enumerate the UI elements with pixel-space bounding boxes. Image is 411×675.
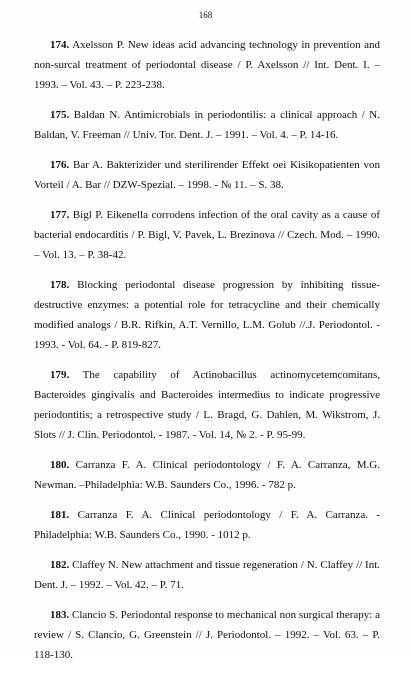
reference-182 — [34, 555, 380, 595]
reference-text: Carranza F. A. Clinical periodontology / F. A. Carranza. - Philadelphia: W.B. Saunders Co., 1990. - 1012 p. — [34, 509, 380, 541]
reference-number: 175. — [50, 109, 70, 121]
reference-text: Bar A. Bakterizider und sterilirender Effekt oei Kisikopatienten von Vorteil / A. Bar // DZW-Spezial. – 1998. - № 11. – S. 38. — [34, 159, 380, 191]
reference-text: Baldan N. Antimicrobials in periodontilis: a clinical approach / N. Baldan, V. Freeman // Univ. Tor. Dent. J. – 1991. – Vol. 4. – P. 14-16. — [34, 109, 380, 141]
reference-number: 180. — [50, 459, 70, 471]
reference-text: Axelsson P. New ideas acid advancing technology in prevention and non-surcal treatment of periodontal disease / P. Axelsson // Int. Dent. I. – 1993. – Vol. 43. – P. 223-238. — [34, 39, 380, 91]
reference-179 — [34, 365, 380, 445]
reference-176 — [34, 155, 380, 195]
reference-text: Bigl P. Eikenella corrodens infection of the oral cavity as a cause of bacterial endocarditis / P. Bigl, V. Pavek, L. Brezinova // Czech. Mod. – 1990. – Vol. 13. – P. 38-42. — [34, 209, 381, 261]
reference-text: The capability of Actinobacillus actinomycetemcomitans, Bacteroides gingivalis and Bacteroides intermedius to indicate progressive periodontitis; a retrospective study / L. Bragd, G. Dahlen, M. Wikstrom, J. Slots // J. Clin. Periodontol. - 1987. - Vol. 14, № 2. - P. 95-99. — [34, 369, 380, 441]
reference-177 — [34, 205, 380, 265]
reference-text: Claffey N. New attachment and tissue regeneration / N. Claffey // Int. Dent. J. – 1992. – Vol. 42. – P. 71. — [34, 559, 381, 591]
reference-number: 176. — [50, 159, 70, 171]
reference-text: Clancio S. Periodontal response to mechanical non surgical therapy: a review / S. Clancio, G. Greenstein // J. Periodontol. – 1992. – Vol. 63. – P. 118-130. — [34, 609, 380, 661]
reference-number: 178. — [50, 279, 70, 291]
reference-183 — [34, 605, 380, 665]
reference-text: Carranza F. A. Clinical periodontology / F. A. Carranza, M.G. Newman. –Philadelphia: W.B. Saunders Co., 1996. - 782 p. — [34, 459, 381, 491]
page-number: 168 — [198, 10, 213, 20]
reference-text: Blocking periodontal disease progression by inhibiting tissue-destructive enzymes: a potential role for tetracycline and their chemically modified analogs / B.R. Rifkin, A.T. Vernillo, L.M. Golub //.J. Periodontol. - 1993. - Vol. 64. - P. 819-827. — [34, 279, 380, 351]
reference-number: 183. — [50, 609, 70, 621]
reference-number: 174. — [50, 39, 70, 51]
reference-178 — [34, 275, 380, 355]
reference-number: 177. — [50, 209, 70, 221]
reference-180 — [34, 455, 380, 495]
reference-174 — [34, 35, 380, 95]
reference-181 — [34, 505, 380, 545]
reference-number: 182. — [50, 559, 70, 571]
reference-list — [34, 35, 380, 675]
reference-number: 181. — [50, 509, 70, 521]
reference-number: 179. — [50, 369, 70, 381]
reference-175 — [34, 105, 380, 145]
